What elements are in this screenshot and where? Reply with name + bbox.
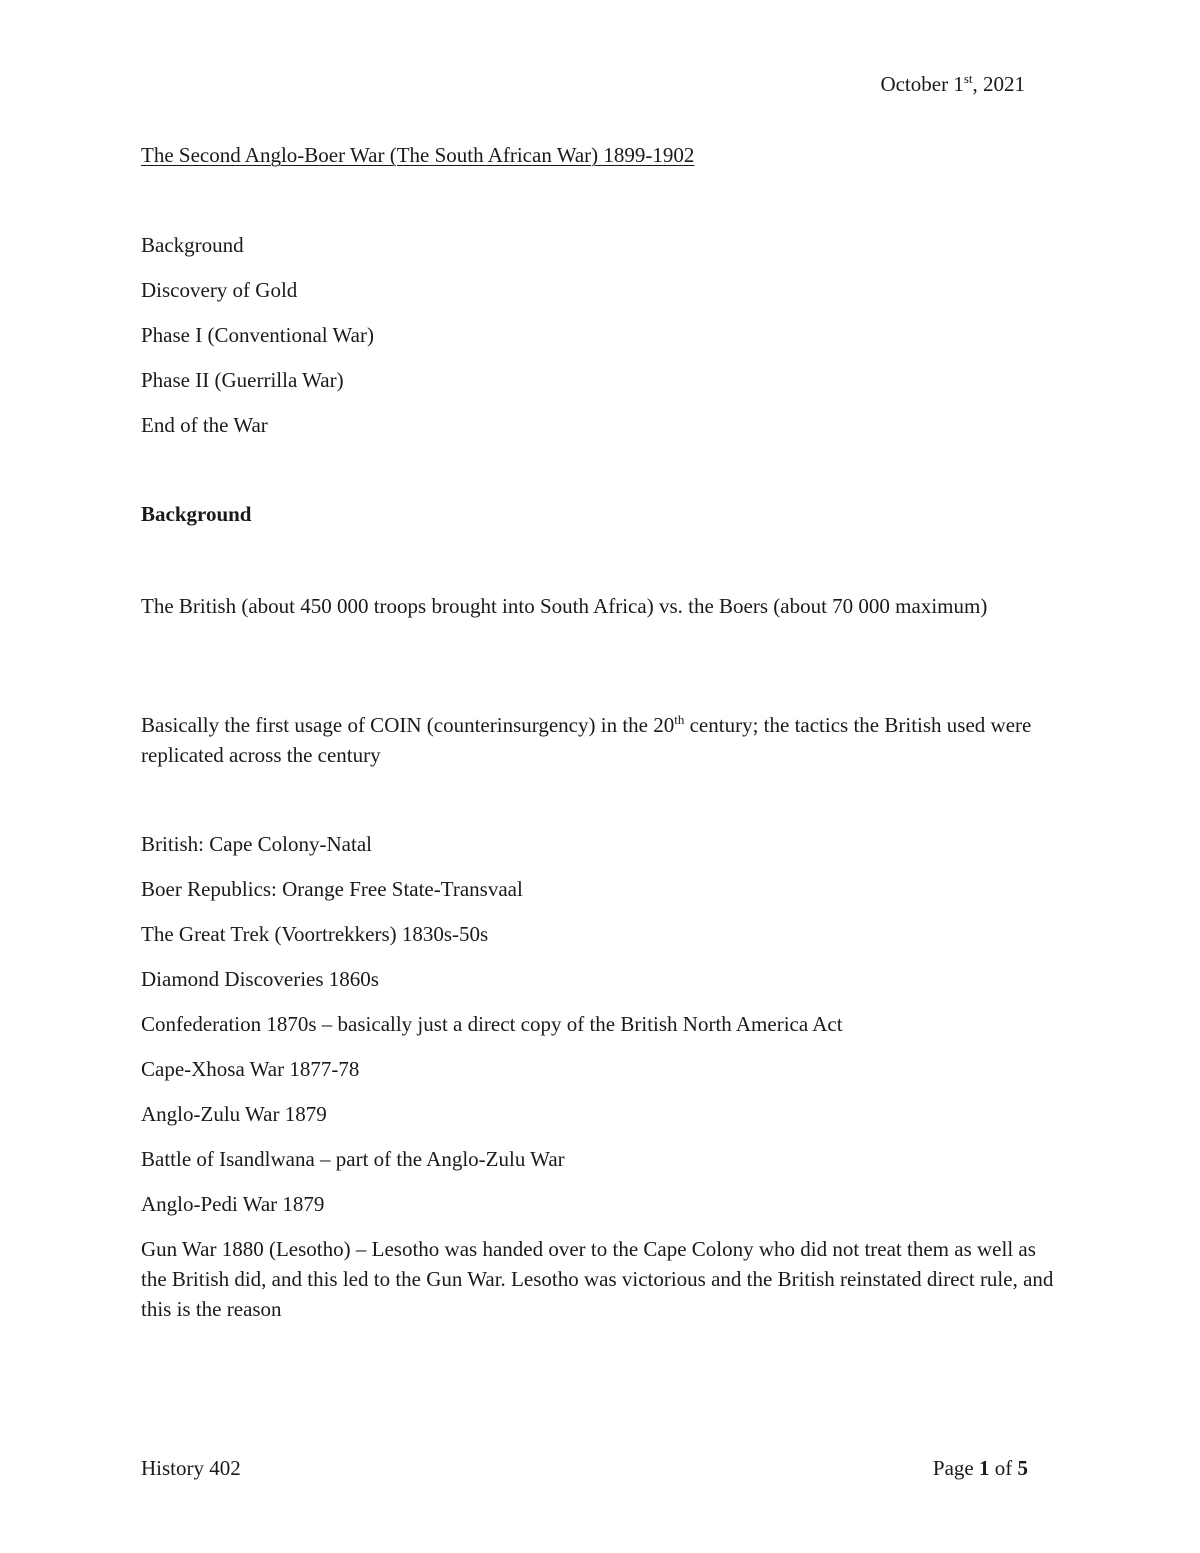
document-date [880, 72, 1025, 97]
date-year: , 2021 [972, 72, 1025, 96]
ordinal-suffix: th [674, 712, 685, 727]
page-current: 1 [979, 1456, 990, 1480]
fact-item: The Great Trek (Voortrekkers) 1830s-50s [141, 922, 489, 946]
outline-item: Phase II (Guerrilla War) [141, 368, 344, 392]
section-heading: Background [141, 502, 252, 526]
document-title: The Second Anglo-Boer War (The South African War) 1899-1902 [141, 143, 695, 167]
facts-list [141, 829, 1061, 1339]
date-ordinal-suffix: st [963, 71, 973, 86]
outline-item: End of the War [141, 413, 268, 437]
page-of: of [989, 1456, 1018, 1480]
fact-item: Battle of Isandlwana – part of the Anglo-Zulu War [141, 1147, 565, 1171]
paragraph-coin-text: Basically the first usage of COIN (counterinsurgency) in the 20 [141, 713, 675, 737]
outline-item: Background [141, 233, 244, 257]
footer-page-number [933, 1456, 1028, 1481]
paragraph-troop-counts: The British (about 450 000 troops brought into South Africa) vs. the Boers (about 70 000 maximum) [141, 594, 988, 618]
fact-item: Anglo-Pedi War 1879 [141, 1192, 325, 1216]
fact-item: Confederation 1870s – basically just a direct copy of the British North America Act [141, 1012, 843, 1036]
page-label: Page [932, 1456, 979, 1480]
fact-item: British: Cape Colony-Natal [141, 832, 372, 856]
page-total: 5 [1017, 1456, 1028, 1480]
fact-item: Boer Republics: Orange Free State-Transvaal [141, 877, 523, 901]
outline-item: Phase I (Conventional War) [141, 323, 374, 347]
fact-item: Gun War 1880 (Lesotho) – Lesotho was handed over to the Cape Colony who did not treat them as well as the British did, and this led to the Gun War. Lesotho was victorious and the British reinstated direct rule, and this is the reason [141, 1237, 1054, 1321]
fact-item: Diamond Discoveries 1860s [141, 967, 379, 991]
paragraph-coin-text-end: century; the tactics the British used were replicated across the century [141, 713, 1032, 767]
outline-list [141, 232, 374, 457]
outline-item: Discovery of Gold [141, 278, 298, 302]
fact-item: Cape-Xhosa War 1877-78 [141, 1057, 360, 1081]
date-prefix: October 1 [880, 72, 964, 96]
paragraph-coin [141, 710, 1061, 770]
fact-item: Anglo-Zulu War 1879 [141, 1102, 327, 1126]
footer-course: History 402 [141, 1456, 241, 1480]
